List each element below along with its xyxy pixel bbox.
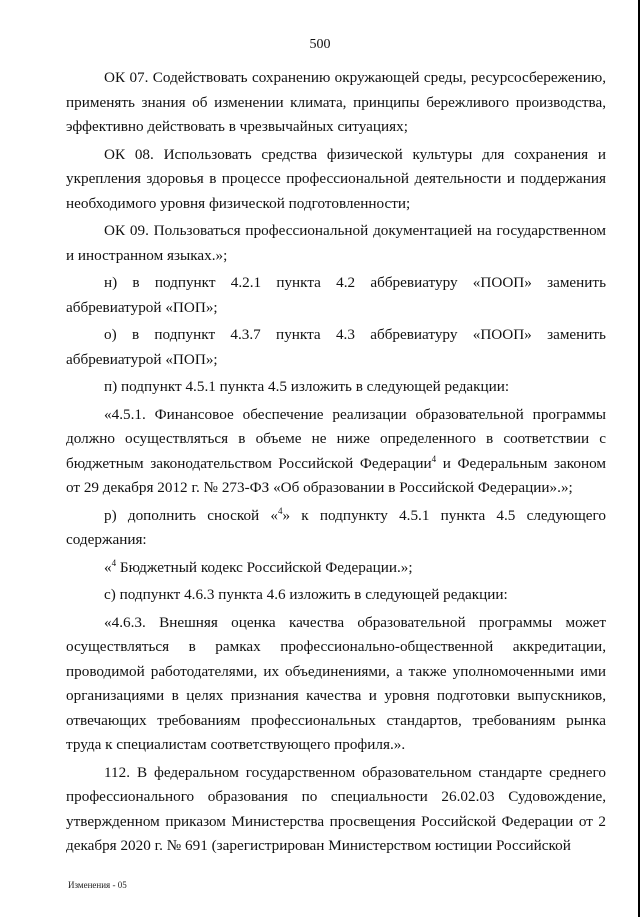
pr-footnote-ref: 4: [277, 505, 283, 516]
fn-footnote-ref: 4: [111, 557, 117, 568]
paragraph-item-s: с) подпункт 4.6.3 пункта 4.6 изложить в следующей редакции:: [104, 586, 508, 603]
fn-text-end: Бюджетный кодекс Российской Федерации.»;: [116, 558, 413, 576]
paragraph-ok09: ОК 09. Пользоваться профессиональной документацией на государственном и иностранном языках.»;: [66, 222, 606, 264]
p451-footnote-ref: 4: [431, 453, 437, 464]
p451-text-end: и Федеральным законом от 29 декабря 2012 г. № 273-ФЗ «Об образовании в Российской Федерации».»;: [66, 454, 606, 496]
paragraph-item-p: п) подпункт 4.5.1 пункта 4.5 изложить в следующей редакции:: [104, 378, 510, 395]
page-number: 500: [309, 37, 331, 52]
paragraph-ok08: ОК 08. Использовать средства физической культуры для сохранения и укрепления здоровья в процессе профессиональной деятельности и поддержания необходимого уровня физической подготовленности;: [66, 145, 606, 212]
pr-text-end: » к подпункту 4.5.1 пункта 4.5 следующего содержания:: [66, 506, 606, 548]
pr-text-start: р) дополнить сноской «: [104, 506, 278, 524]
paragraph-footnote: [66, 556, 606, 581]
footer-label: Изменения - 05: [68, 880, 127, 890]
fn-text-start: «: [104, 558, 112, 576]
paragraph-item-o: о) в подпункт 4.3.7 пункта 4.3 аббревиатуру «ПООП» заменить аббревиатурой «ПОП»;: [66, 326, 606, 368]
paragraph-ok07: ОК 07. Содействовать сохранению окружающей среды, ресурсосбережению, применять знания об изменении климата, принципы бережливого производства, эффективно действовать в чрезвычайных ситуациях;: [66, 69, 606, 135]
paragraph-451: [66, 403, 606, 501]
document-body: [66, 66, 606, 862]
p451-text-start: «4.5.1. Финансовое обеспечение реализации образовательной программы должно осуществляться в объеме не ниже определенного в соответствии с бюджетным законодательством Российской Федерации: [66, 405, 606, 472]
paragraph-463: «4.6.3. Внешняя оценка качества образовательной программы может осуществляться в рамках профессионально-общественной аккредитации, проводимой работодателями, их объединениями, а также уполномоченными ими организациями в целях признания качества и уровня подготовки выпускников, отвечающих требованиям профессиональных стандартов, требованиям рынка труда к специалистам соответствующего профиля.».: [66, 613, 606, 753]
paragraph-112: 112. В федеральном государственном образовательном стандарте среднего профессионального образования по специальности 26.02.03 Судовождение, утвержденном приказом Министерства просвещения Российской Федерации от 2 декабря 2020 г. № 691 (зарегистрирован Министерством юстиции Российской: [66, 763, 606, 854]
paragraph-item-n: н) в подпункт 4.2.1 пункта 4.2 аббревиатуру «ПООП» заменить аббревиатурой «ПОП»;: [66, 274, 606, 316]
paragraph-item-r: [66, 504, 606, 553]
